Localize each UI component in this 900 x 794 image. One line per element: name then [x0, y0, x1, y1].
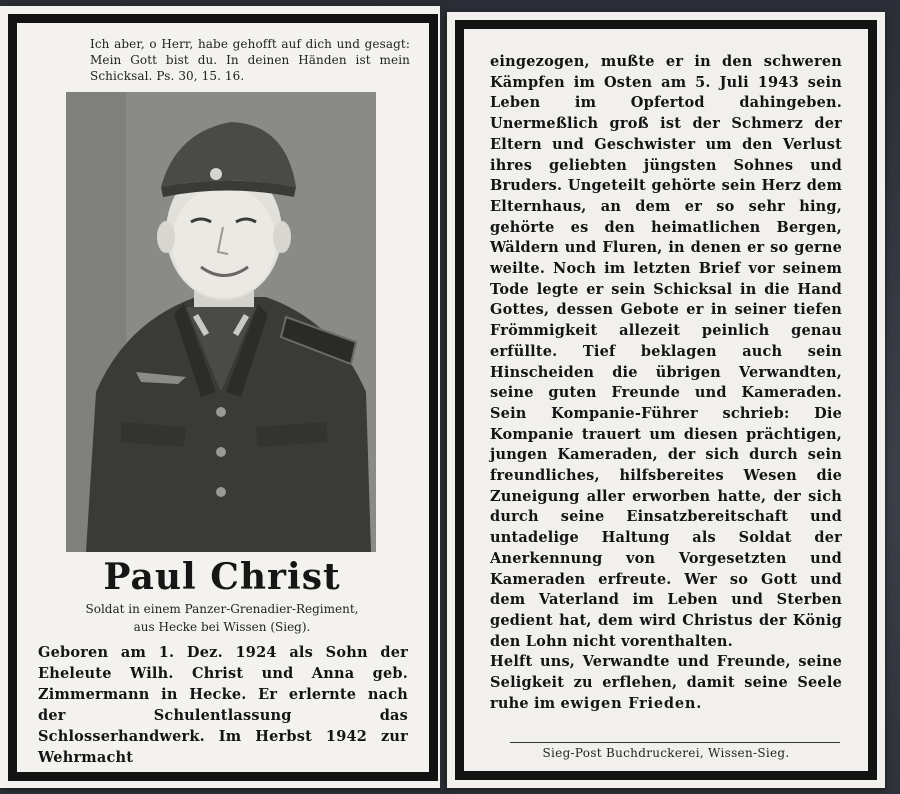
portrait-illustration [66, 92, 376, 552]
military-unit-line: Soldat in einem Panzer-Grenadier-Regiment, [85, 602, 359, 616]
closing-prayer [490, 652, 842, 714]
closing-emphasis: ewigen Frieden. [560, 694, 703, 712]
deceased-name: Paul Christ [103, 556, 341, 598]
printer-credit: Sieg-Post Buchdruckerei, Wissen-Sieg. [542, 746, 790, 760]
soldier-portrait-photo [66, 92, 376, 552]
bible-verse [90, 36, 410, 84]
biography [38, 642, 408, 768]
memorial-text [490, 52, 842, 715]
bible-verse-text: Ich aber, o Herr, habe gehofft auf dich und gesagt: Mein Gott bist du. In deinen Händen ist mein Schicksal. Ps. 30, 15. 16. [90, 37, 410, 83]
divider-line [510, 742, 840, 743]
biography-text: Geboren am 1. Dez. 1924 als Sohn der Eheleute Wilh. Christ und Anna geb. Zimmermann in Hecke. Er erlernte nach der Schulentlassung das Schlosserhandwerk. Im Herbst 1942 zur Wehrmacht [38, 644, 408, 766]
hometown-line: aus Hecke bei Wissen (Sieg). [133, 620, 311, 634]
memorial-text-body: eingezogen, mußte er in den schweren Kämpfen im Osten am 5. Juli 1943 sein Leben im Opfertod dahingeben. Unermeßlich groß ist der Schmerz der Eltern und Geschwister um den Verlust ihres geliebten jüngsten Sohnes und Bruders. Ungeteilt gehörte sein Herz dem Elternhaus, an dem er so sehr hing, gehörte es den heimatlichen Bergen, Wäldern und Fluren, in denen er so gerne weilte. Noch im letzten Brief vor seinem Tode legte er sein Schicksal in die Hand Gottes, dessen Gebote er in seiner tiefen Frömmigkeit allezeit peinlich genau erfüllte. Tief beklagen auch sein Hinscheiden die übrigen Verwandten, seine guten Freunde und Kameraden. Sein Kompanie-Führer schrieb: Die Kompanie trauert um diesen prächtigen, jungen Kameraden, der sich durch sein freundliches, hilfsbereites Wesen die Zuneigung aller erworben hatte, der sich durch seine Einsatzbereitschaft und untadelige Haltung als Soldat der Anerkennung von Vorgesetzten und Kameraden erfreute. Wer so Gott und dem Vaterland im Leben und Sterben gedient hat, dem wird Christus der König den Lohn nicht vorenthalten. [490, 53, 842, 650]
closing-prayer-text: Helft uns, Verwandte und Freunde, seine Seligkeit zu erflehen, damit seine Seele ruhe im [490, 653, 842, 712]
